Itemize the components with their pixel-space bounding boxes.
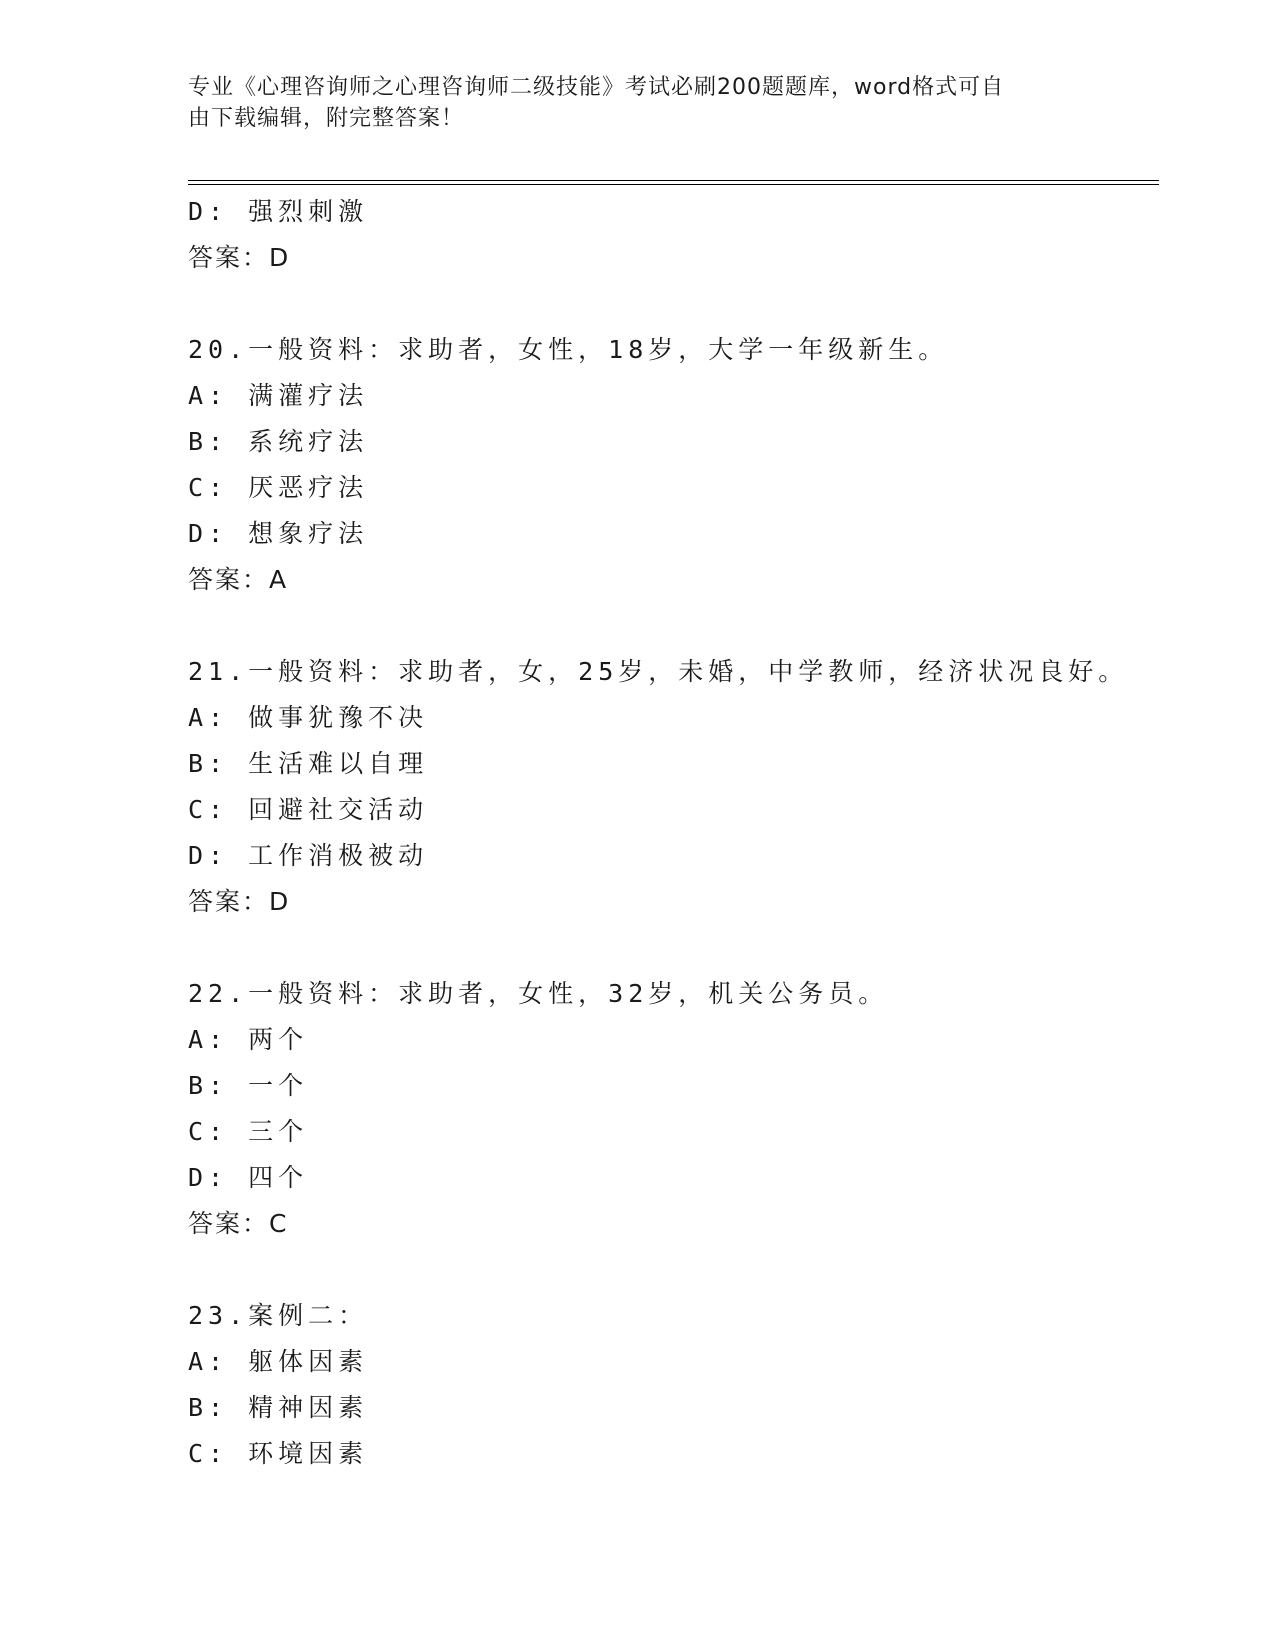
question-list	[188, 189, 1148, 1477]
option-d: D: 工作消极被动	[188, 841, 429, 870]
spacer	[188, 1247, 1148, 1293]
answer-line: 答案：D	[188, 887, 291, 916]
question-stem-20: 20.一般资料：求助者，女性，18岁，大学一年级新生。	[188, 335, 949, 364]
option-a: A: 满灌疗法	[188, 381, 369, 410]
option-d: D: 强烈刺激	[188, 197, 369, 226]
question-stem-21: 21.一般资料：求助者，女，25岁，未婚，中学教师，经济状况良好。	[188, 657, 1129, 686]
option-a: A: 两个	[188, 1025, 309, 1054]
option-d: D: 四个	[188, 1163, 309, 1192]
option-a: A: 躯体因素	[188, 1347, 369, 1376]
option-b: B: 精神因素	[188, 1393, 369, 1422]
option-c: C: 厌恶疗法	[188, 473, 369, 502]
question-stem-22: 22.一般资料：求助者，女性，32岁，机关公务员。	[188, 979, 889, 1008]
header-divider-top	[188, 180, 1159, 181]
header-line-2: 由下载编辑，附完整答案！	[188, 106, 465, 131]
option-b: B: 一个	[188, 1071, 309, 1100]
question-stem-23: 23.案例二：	[188, 1301, 369, 1330]
spacer	[188, 925, 1148, 971]
option-b: B: 生活难以自理	[188, 749, 429, 778]
spacer	[188, 281, 1148, 327]
option-c: C: 三个	[188, 1117, 309, 1146]
option-c: C: 回避社交活动	[188, 795, 429, 824]
option-a: A: 做事犹豫不决	[188, 703, 429, 732]
header-line-1: 专业《心理咨询师之心理咨询师二级技能》考试必刷200题题库，word格式可自	[188, 75, 1005, 100]
answer-line: 答案：A	[188, 565, 289, 594]
option-c: C: 环境因素	[188, 1439, 369, 1468]
answer-line: 答案：D	[188, 243, 291, 272]
answer-line: 答案：C	[188, 1209, 289, 1238]
option-d: D: 想象疗法	[188, 519, 369, 548]
document-header	[188, 72, 1068, 134]
spacer	[188, 603, 1148, 649]
header-divider-bottom	[188, 184, 1159, 185]
option-b: B: 系统疗法	[188, 427, 369, 456]
